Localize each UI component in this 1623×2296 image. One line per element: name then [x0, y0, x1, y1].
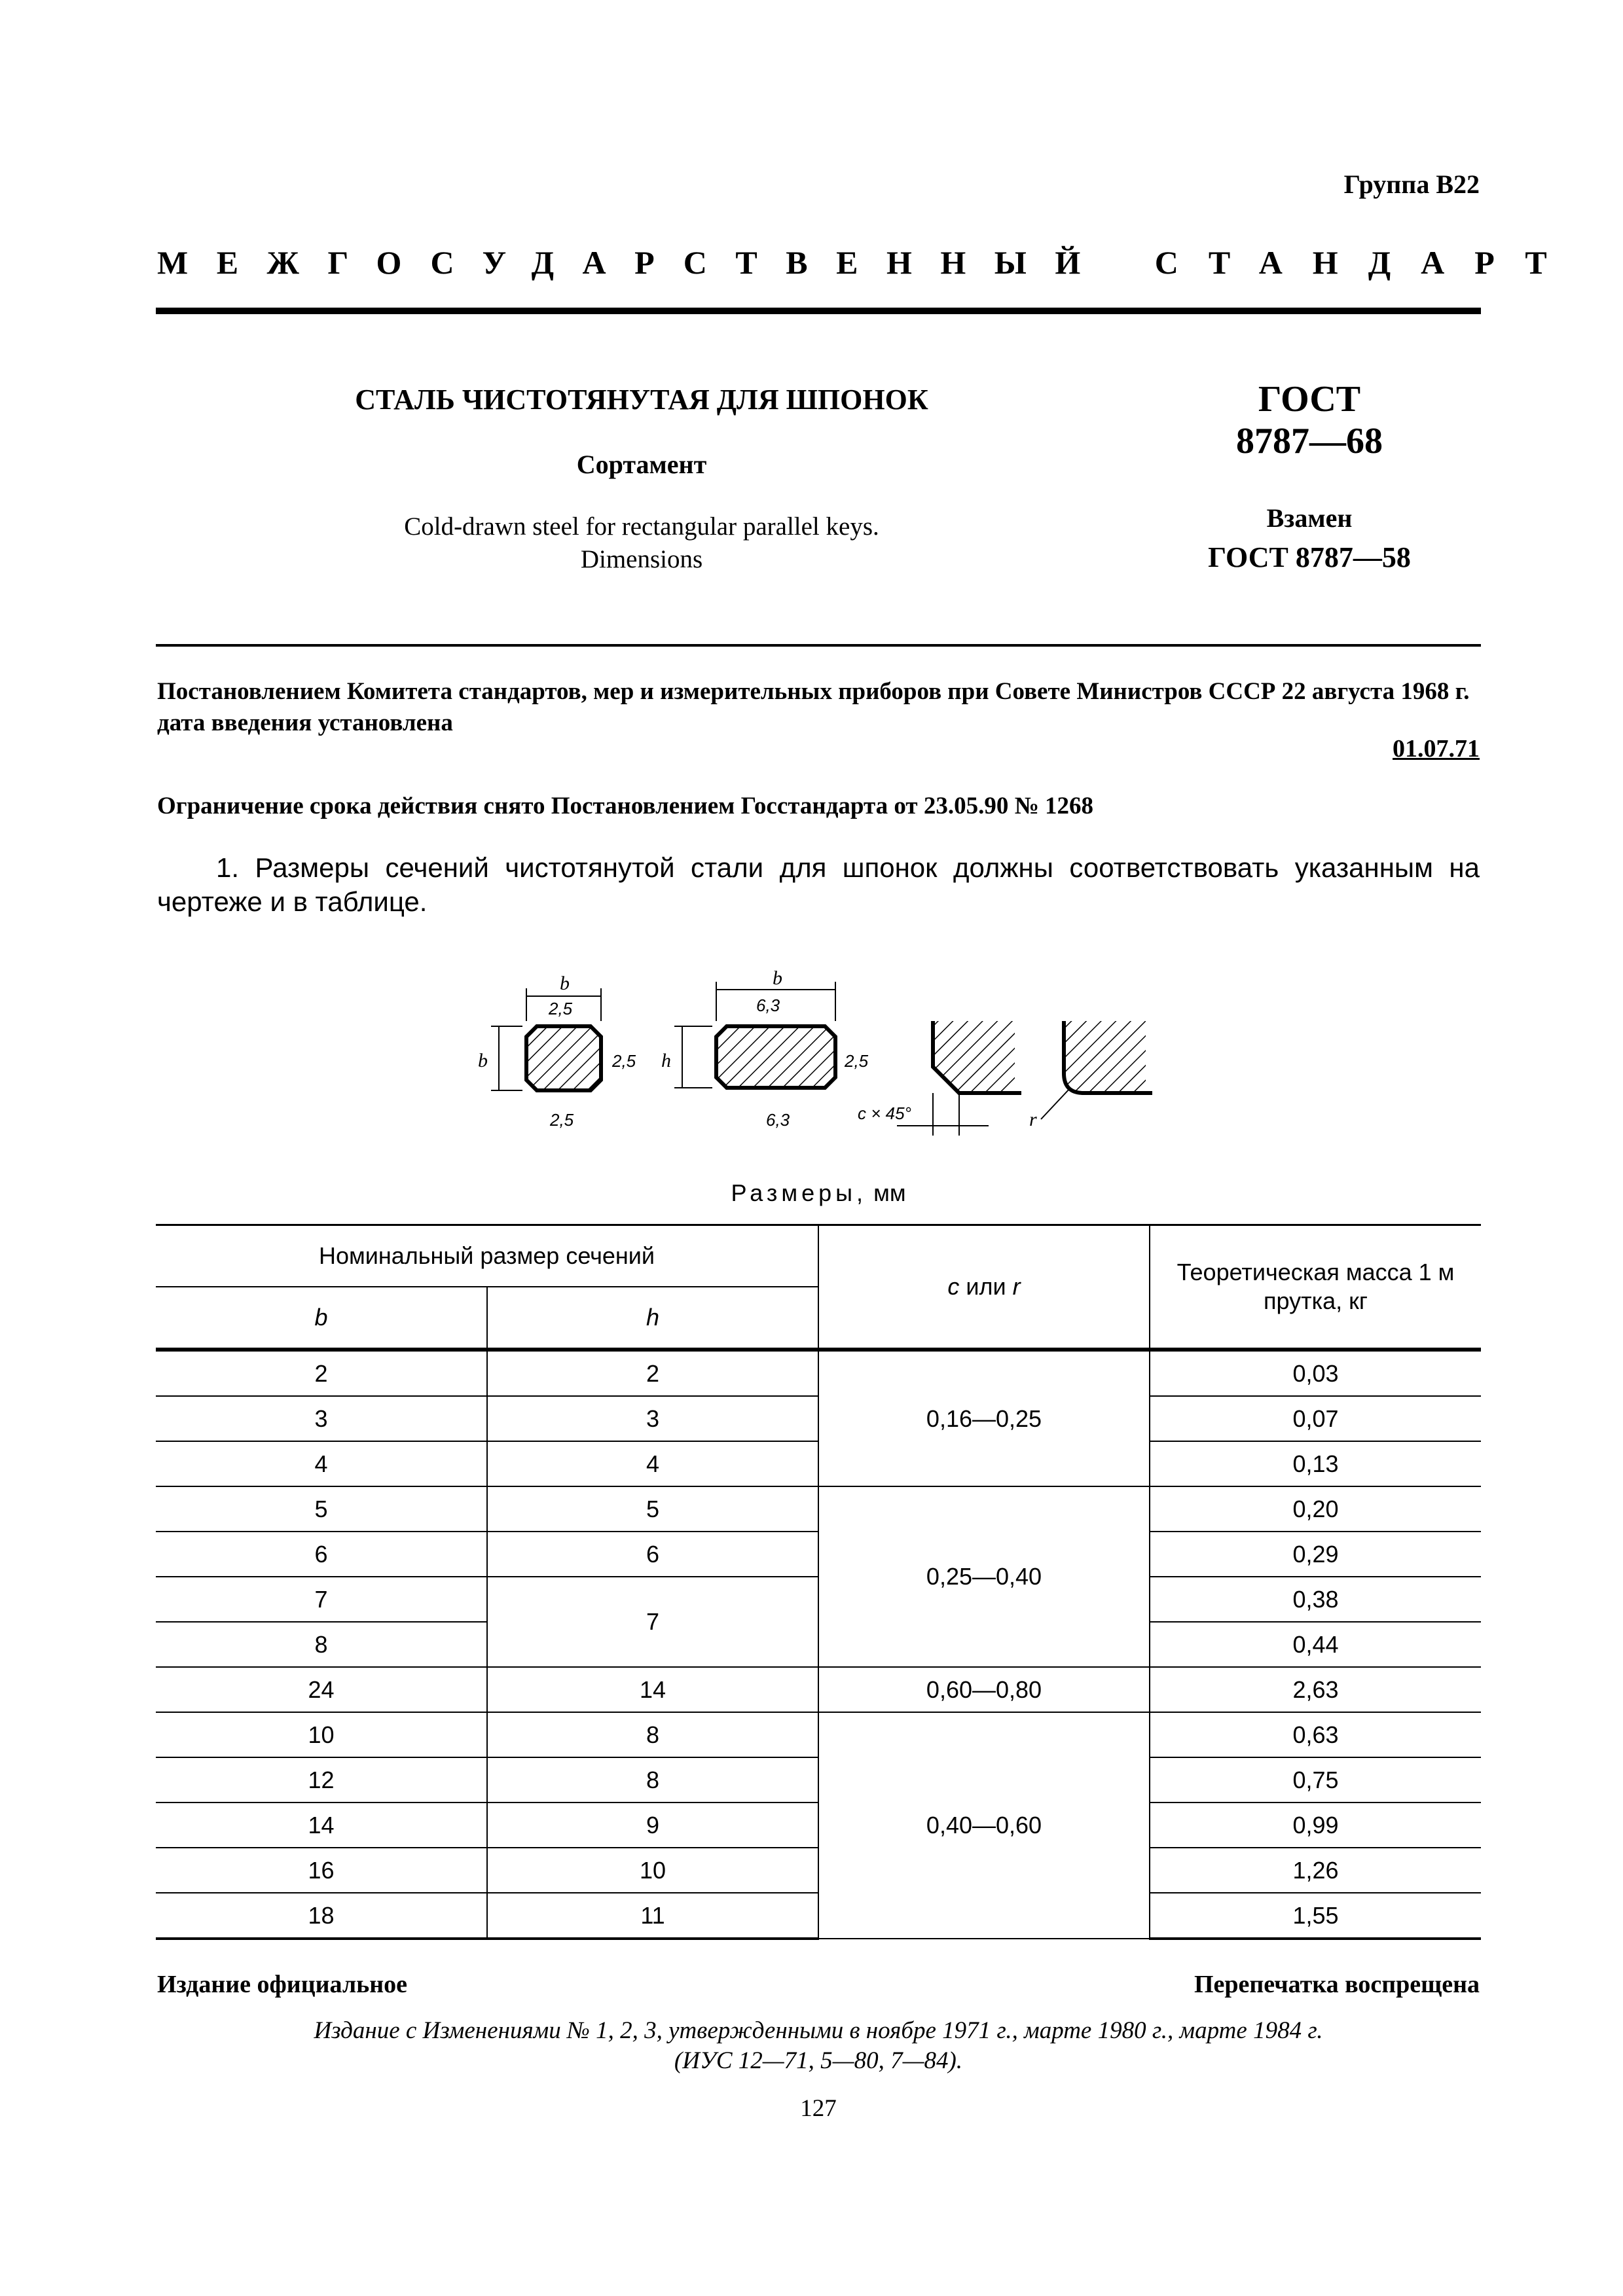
- cross-section-drawing: [478, 962, 1185, 1158]
- cell-b: 10: [156, 1712, 487, 1757]
- header-b: b: [156, 1287, 487, 1350]
- page-number: 127: [800, 2095, 837, 2122]
- radius-detail: [1029, 1021, 1152, 1130]
- cell-mass: 2,63: [1150, 1667, 1481, 1712]
- table-caption-label: Размеры,: [731, 1179, 867, 1206]
- cell-h: 8: [487, 1712, 818, 1757]
- english-title: [314, 511, 969, 576]
- cell-mass: 1,26: [1150, 1848, 1481, 1893]
- cell-h: 11: [487, 1893, 818, 1939]
- header-h: h: [487, 1287, 818, 1350]
- rectangular-key-section: [661, 967, 869, 1130]
- cell-b: 5: [156, 1486, 487, 1532]
- rect-right-roughness: 2,5: [845, 1051, 869, 1071]
- cell-mass: 0,20: [1150, 1486, 1481, 1532]
- cell-b: 8: [156, 1622, 487, 1667]
- english-title-line1: Cold-drawn steel for rectangular parallel keys.: [404, 512, 879, 541]
- cell-mass: 0,38: [1150, 1577, 1481, 1622]
- chamfer-detail: [858, 1021, 1021, 1136]
- cell-b: 4: [156, 1441, 487, 1486]
- document-title: СТАЛЬ ЧИСТОТЯНУТАЯ ДЛЯ ШПОНОК: [355, 384, 928, 416]
- cell-b: 18: [156, 1893, 487, 1939]
- square-b-label: b: [560, 973, 570, 994]
- limit-removed-note: Ограничение срока действия снято Постановлением Госстандарта от 23.05.90 № 1268: [157, 793, 1094, 819]
- square-b-side-label: b: [478, 1050, 488, 1071]
- table-caption-unit: мм: [873, 1179, 906, 1206]
- square-right-roughness: 2,5: [612, 1051, 636, 1071]
- reprint-prohibited-label: Перепечатка воспрещена: [1194, 1971, 1480, 1998]
- cell-mass: 1,55: [1150, 1893, 1481, 1939]
- header-c-or-r: c или r: [818, 1225, 1150, 1350]
- document-subtitle: Сортамент: [576, 450, 707, 479]
- cell-c-or-r: 0,40—0,60: [818, 1712, 1150, 1939]
- effective-date: 01.07.71: [1393, 735, 1480, 762]
- cell-h: 9: [487, 1803, 818, 1848]
- cell-h: 4: [487, 1441, 818, 1486]
- rect-top-roughness: 6,3: [756, 996, 780, 1015]
- table-caption: [589, 1179, 1048, 1207]
- group-code: Группа В22: [1343, 170, 1480, 199]
- header-nominal-size: Номинальный размер сечений: [156, 1225, 818, 1287]
- cell-h: 8: [487, 1757, 818, 1803]
- cell-b: 7: [156, 1577, 487, 1622]
- rect-bottom-roughness: 6,3: [766, 1110, 790, 1130]
- edition-note-line2: (ИУС 12—71, 5—80, 7—84).: [674, 2047, 963, 2074]
- standard-banner: [157, 243, 1577, 281]
- edition-note-line1: Издание с Изменениями № 1, 2, 3, утвержденными в ноябре 1971 г., марте 1980 г., марте 1984 г.: [314, 2017, 1323, 2044]
- cell-mass: 0,99: [1150, 1803, 1481, 1848]
- cell-mass: 0,75: [1150, 1757, 1481, 1803]
- cell-c-or-r: 0,60—0,80: [818, 1667, 1150, 1712]
- banner-word-standard: СТАНДАРТ: [1154, 244, 1577, 281]
- gost-number: 8787—68: [1236, 421, 1383, 461]
- cell-h: 14: [487, 1667, 818, 1712]
- english-title-line2: Dimensions: [580, 545, 703, 573]
- cell-h: 7: [487, 1577, 818, 1667]
- cell-mass: 0,07: [1150, 1396, 1481, 1441]
- cell-b: 3: [156, 1396, 487, 1441]
- table-row: [156, 1712, 1481, 1757]
- rect-b-label: b: [773, 967, 782, 989]
- cell-h: 6: [487, 1532, 818, 1577]
- dimensions-table: [156, 1224, 1481, 1940]
- cell-b: 2: [156, 1350, 487, 1396]
- cell-b: 12: [156, 1757, 487, 1803]
- cell-b: 6: [156, 1532, 487, 1577]
- edition-note: [196, 2016, 1440, 2076]
- cell-b: 16: [156, 1848, 487, 1893]
- paragraph-1: 1. Размеры сечений чистотянутой стали для шпонок должны соответствовать указанным на чертеже и в таблице.: [157, 852, 1480, 917]
- cell-h: 5: [487, 1486, 818, 1532]
- cell-mass: 0,63: [1150, 1712, 1481, 1757]
- cell-mass: 0,03: [1150, 1350, 1481, 1396]
- decree-text: Постановлением Комитета стандартов, мер и измерительных приборов при Совете Министров СССР 22 августа 1968 г. дата введения установлена: [157, 678, 1470, 736]
- cell-mass: 0,13: [1150, 1441, 1481, 1486]
- cell-c-or-r: 0,16—0,25: [818, 1350, 1150, 1486]
- cell-h: 10: [487, 1848, 818, 1893]
- official-edition-label: Издание официальное: [157, 1971, 408, 1998]
- header-mass: Теоретическая масса 1 м прутка, кг: [1150, 1225, 1481, 1350]
- cell-b: 24: [156, 1667, 487, 1712]
- replaces-label: Взамен: [1266, 503, 1353, 533]
- cell-mass: 0,44: [1150, 1622, 1481, 1667]
- header-rule: [156, 308, 1481, 314]
- cell-mass: 0,29: [1150, 1532, 1481, 1577]
- square-bottom-roughness: 2,5: [550, 1110, 574, 1130]
- gost-label: ГОСТ: [1258, 379, 1361, 420]
- gost-designation: [1152, 378, 1467, 462]
- cell-c-or-r: 0,25—0,40: [818, 1486, 1150, 1667]
- chamfer-label: c × 45°: [858, 1103, 911, 1123]
- cell-b: 14: [156, 1803, 487, 1848]
- table-row: [156, 1667, 1481, 1712]
- title-rule: [156, 644, 1481, 647]
- cell-h: 2: [487, 1350, 818, 1396]
- cell-h: 3: [487, 1396, 818, 1441]
- table-row: [156, 1350, 1481, 1396]
- rect-h-label: h: [661, 1050, 671, 1071]
- square-top-roughness: 2,5: [549, 999, 573, 1018]
- table-row: [156, 1486, 1481, 1532]
- replaces-value: ГОСТ 8787—58: [1208, 541, 1411, 573]
- banner-word-interstate: МЕЖГОСУДАРСТВЕННЫЙ: [157, 244, 1109, 281]
- square-key-section: [478, 973, 636, 1130]
- radius-label: r: [1029, 1109, 1037, 1130]
